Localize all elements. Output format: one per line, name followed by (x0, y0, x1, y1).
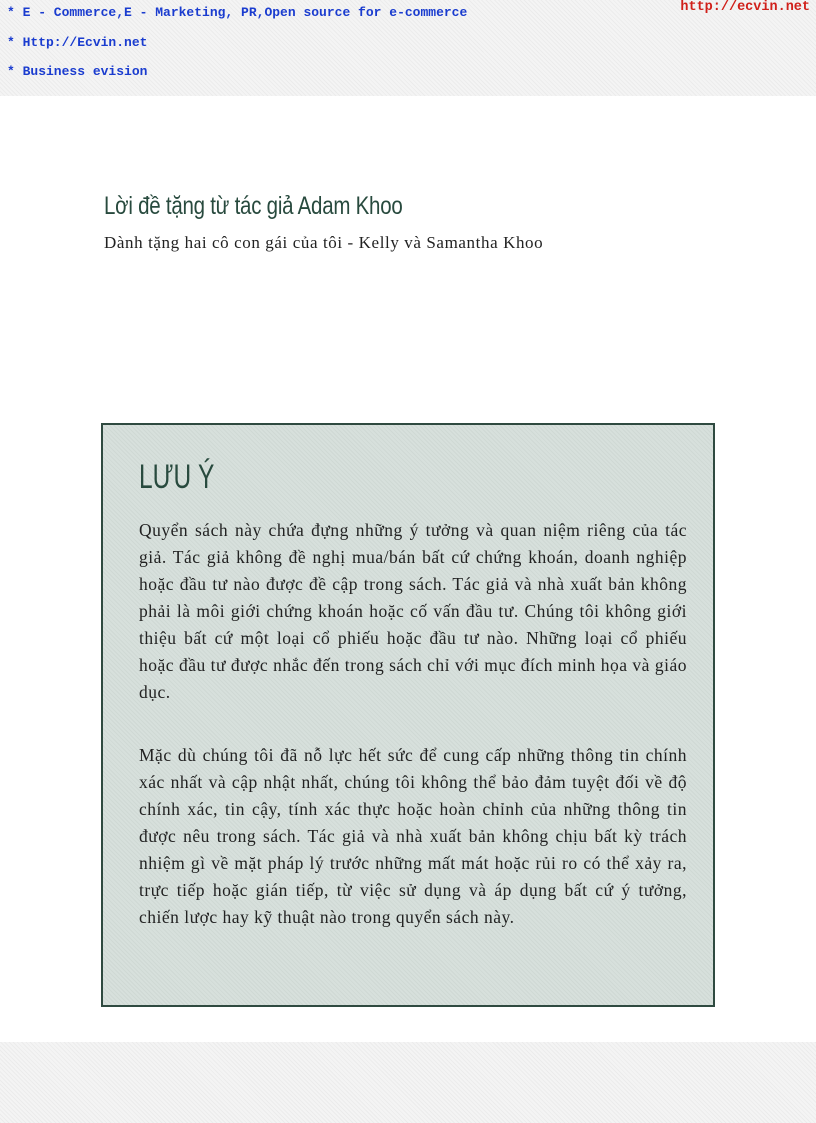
header-line-website: * Http://Ecvin.net (7, 35, 148, 50)
disclaimer-paragraph-1: Quyển sách này chứa đựng những ý tưởng và quan niệm riêng của tác giả. Tác giả không đề nghị mua/bán bất cứ chứng khoán, doanh nghiệp hoặc đầu tư nào được đề cập trong sách. Tác giả và nhà xuất bản không phải là môi giới chứng khoán hoặc cố vấn đầu tư. Chúng tôi không giới thiệu bất cứ một loại cổ phiếu hoặc đầu tư nào. Những loại cổ phiếu hoặc đầu tư được nhắc đến trong sách chỉ với mục đích minh họa và giáo dục. (139, 520, 687, 702)
disclaimer-box (101, 423, 715, 1007)
disclaimer-paragraph-2: Mặc dù chúng tôi đã nỗ lực hết sức để cung cấp những thông tin chính xác nhất và cập nhật nhất, chúng tôi không thể bảo đảm tuyệt đối về độ chính xác, tin cậy, tính xác thực hoặc hoàn chỉnh của những thông tin được nêu trong sách. Tác giả và nhà xuất bản không chịu bất kỳ trách nhiệm gì về mặt pháp lý trước những mất mát hoặc rủi ro có thể xảy ra, trực tiếp hoặc gián tiếp, từ việc sử dụng và áp dụng bất cứ ý tưởng, chiến lược hay kỹ thuật nào trong quyển sách này. (139, 745, 687, 927)
header-line-business: * Business evision (7, 64, 148, 79)
header-line-ecommerce: * E - Commerce,E - Marketing, PR,Open source for e-commerce (7, 5, 468, 20)
disclaimer-title: LƯU Ý (139, 458, 215, 496)
header-url: http://ecvin.net (680, 0, 810, 15)
dedication-title: Lời đề tặng từ tác giả Adam Khoo (104, 192, 403, 220)
bottom-watermark-band (0, 1042, 816, 1123)
dedication-subtitle: Dành tặng hai cô con gái của tôi - Kelly và Samantha Khoo (104, 233, 544, 252)
